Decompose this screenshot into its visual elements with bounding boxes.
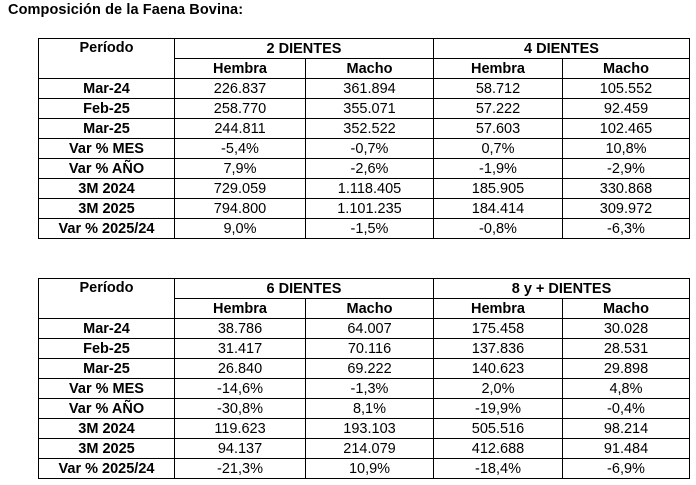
table-cell: 258.770 <box>175 99 306 119</box>
table-cell: 10,9% <box>306 459 434 479</box>
table-cell: 175.458 <box>434 319 563 339</box>
table-cell: 69.222 <box>306 359 434 379</box>
table-row <box>39 179 690 199</box>
table-cell: -14,6% <box>175 379 306 399</box>
faena-table-6-8-dientes <box>38 278 690 479</box>
table-cell: -1,5% <box>306 219 434 239</box>
table-cell: 29.898 <box>563 359 690 379</box>
faena-table-2-4-dientes <box>38 38 690 239</box>
table-cell: 244.811 <box>175 119 306 139</box>
table-cell: 9,0% <box>175 219 306 239</box>
table-cell: 309.972 <box>563 199 690 219</box>
table-cell: 1.101.235 <box>306 199 434 219</box>
table-cell: 330.868 <box>563 179 690 199</box>
table-cell: 137.836 <box>434 339 563 359</box>
table-cell: -2,9% <box>563 159 690 179</box>
row-label: Feb-25 <box>39 339 175 359</box>
table-cell: 92.459 <box>563 99 690 119</box>
table-cell: -1,3% <box>306 379 434 399</box>
table-cell: -2,6% <box>306 159 434 179</box>
table-cell: 10,8% <box>563 139 690 159</box>
table-cell: 94.137 <box>175 439 306 459</box>
table-cell: -18,4% <box>434 459 563 479</box>
table-cell: 57.603 <box>434 119 563 139</box>
table-body <box>39 319 690 479</box>
table-cell: 30.028 <box>563 319 690 339</box>
table-row <box>39 359 690 379</box>
table-row <box>39 219 690 239</box>
row-label: Var % MES <box>39 139 175 159</box>
row-label: Mar-25 <box>39 359 175 379</box>
table-cell: -6,3% <box>563 219 690 239</box>
subheader-hembra: Hembra <box>175 59 306 79</box>
row-label: 3M 2024 <box>39 419 175 439</box>
table-cell: 102.465 <box>563 119 690 139</box>
page-title: Composición de la Faena Bovina: <box>8 2 244 18</box>
table-cell: 58.712 <box>434 79 563 99</box>
table-cell: 64.007 <box>306 319 434 339</box>
table-cell: -21,3% <box>175 459 306 479</box>
table-row <box>39 379 690 399</box>
group-header-row <box>39 39 690 59</box>
table-cell: 2,0% <box>434 379 563 399</box>
table-cell: 140.623 <box>434 359 563 379</box>
table-row <box>39 319 690 339</box>
table-cell: 38.786 <box>175 319 306 339</box>
subheader-macho: Macho <box>563 299 690 319</box>
subheader-macho: Macho <box>306 59 434 79</box>
table-cell: 28.531 <box>563 339 690 359</box>
table-cell: 119.623 <box>175 419 306 439</box>
table-cell: 26.840 <box>175 359 306 379</box>
subheader-macho: Macho <box>563 59 690 79</box>
table-cell: -1,9% <box>434 159 563 179</box>
row-label: Feb-25 <box>39 99 175 119</box>
row-label: 3M 2025 <box>39 199 175 219</box>
table-row <box>39 339 690 359</box>
subheader-hembra: Hembra <box>175 299 306 319</box>
group-header-6-dientes: 6 DIENTES <box>175 279 434 299</box>
table-cell: 0,7% <box>434 139 563 159</box>
table-row <box>39 79 690 99</box>
table-cell: 226.837 <box>175 79 306 99</box>
table-cell: -0,4% <box>563 399 690 419</box>
table-cell: 98.214 <box>563 419 690 439</box>
row-label: Var % 2025/24 <box>39 459 175 479</box>
row-label: Mar-25 <box>39 119 175 139</box>
table-cell: 352.522 <box>306 119 434 139</box>
table-row <box>39 459 690 479</box>
table-cell: 361.894 <box>306 79 434 99</box>
table-cell: -30,8% <box>175 399 306 419</box>
table-cell: 412.688 <box>434 439 563 459</box>
table-cell: 4,8% <box>563 379 690 399</box>
table-cell: 7,9% <box>175 159 306 179</box>
table-cell: 57.222 <box>434 99 563 119</box>
table-row <box>39 439 690 459</box>
table-cell: 31.417 <box>175 339 306 359</box>
table-cell: 184.414 <box>434 199 563 219</box>
table-cell: -5,4% <box>175 139 306 159</box>
table-row <box>39 139 690 159</box>
subheader-hembra: Hembra <box>434 299 563 319</box>
table-cell: 214.079 <box>306 439 434 459</box>
table-cell: 794.800 <box>175 199 306 219</box>
table-row <box>39 199 690 219</box>
table-cell: -6,9% <box>563 459 690 479</box>
table-row <box>39 419 690 439</box>
row-label: Var % AÑO <box>39 399 175 419</box>
row-label: Mar-24 <box>39 319 175 339</box>
table-cell: 729.059 <box>175 179 306 199</box>
table-cell: 1.118.405 <box>306 179 434 199</box>
table-cell: -0,7% <box>306 139 434 159</box>
table-cell: 91.484 <box>563 439 690 459</box>
table-cell: -0,8% <box>434 219 563 239</box>
row-label: 3M 2024 <box>39 179 175 199</box>
row-label: Var % AÑO <box>39 159 175 179</box>
table-cell: 355.071 <box>306 99 434 119</box>
table-cell: 505.516 <box>434 419 563 439</box>
table-row <box>39 399 690 419</box>
table-cell: 185.905 <box>434 179 563 199</box>
table-row <box>39 119 690 139</box>
group-header-row <box>39 279 690 299</box>
period-header: Período <box>39 39 175 79</box>
group-header-4-dientes: 4 DIENTES <box>434 39 690 59</box>
table-cell: 193.103 <box>306 419 434 439</box>
table-body <box>39 79 690 239</box>
subheader-hembra: Hembra <box>434 59 563 79</box>
subheader-macho: Macho <box>306 299 434 319</box>
table-cell: -19,9% <box>434 399 563 419</box>
row-label: 3M 2025 <box>39 439 175 459</box>
table-cell: 105.552 <box>563 79 690 99</box>
table-cell: 8,1% <box>306 399 434 419</box>
group-header-8-dientes: 8 y + DIENTES <box>434 279 690 299</box>
table-row <box>39 99 690 119</box>
table-cell: 70.116 <box>306 339 434 359</box>
group-header-2-dientes: 2 DIENTES <box>175 39 434 59</box>
row-label: Var % MES <box>39 379 175 399</box>
row-label: Mar-24 <box>39 79 175 99</box>
row-label: Var % 2025/24 <box>39 219 175 239</box>
period-header: Período <box>39 279 175 319</box>
table-row <box>39 159 690 179</box>
